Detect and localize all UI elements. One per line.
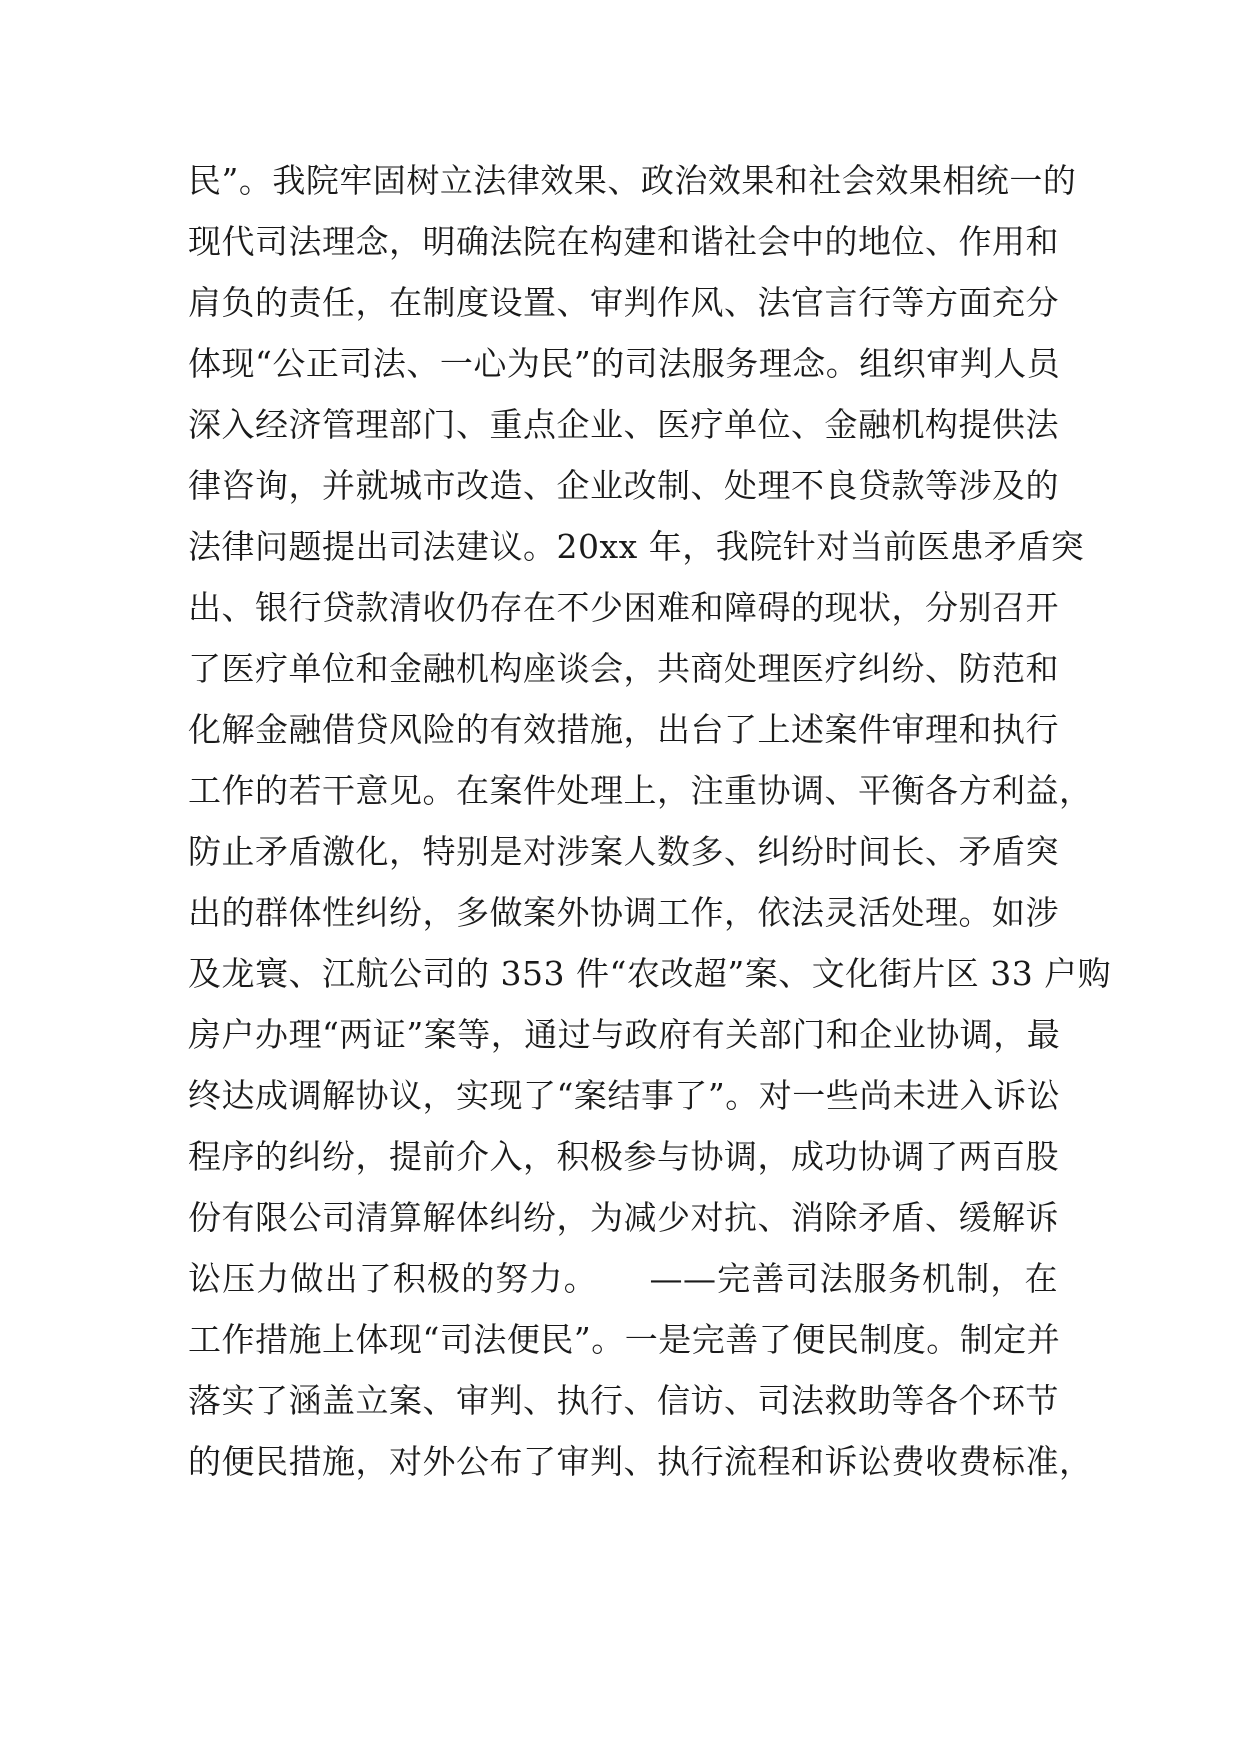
text-line: 工作的若干意见。在案件处理上，注重协调、平衡各方利益，	[188, 771, 1093, 810]
text-line: 的便民措施，对外公布了审判、执行流程和诉讼费收费标准，	[188, 1442, 1093, 1481]
text-line: 了医疗单位和金融机构座谈会，共商处理医疗纠纷、防范和	[188, 649, 1059, 688]
text-line: 体现“公正司法、一心为民”的司法服务理念。组织审判人员	[188, 344, 1061, 383]
text-line: 程序的纠纷，提前介入，积极参与协调，成功协调了两百股	[188, 1137, 1059, 1176]
text-line: 现代司法理念，明确法院在构建和谐社会中的地位、作用和	[188, 222, 1059, 261]
text-line: 律咨询，并就城市改造、企业改制、处理不良贷款等涉及的	[188, 466, 1059, 505]
text-line: 化解金融借贷风险的有效措施，出台了上述案件审理和执行	[188, 710, 1059, 749]
text-line: 肩负的责任，在制度设置、审判作风、法官言行等方面充分	[188, 283, 1059, 322]
text-line: 出的群体性纠纷，多做案外协调工作，依法灵活处理。如涉	[188, 893, 1059, 932]
text-line: 份有限公司清算解体纠纷，为减少对抗、消除矛盾、缓解诉	[188, 1198, 1059, 1237]
text-line: 讼压力做出了积极的努力。 ——完善司法服务机制，在	[188, 1259, 1058, 1298]
body-text	[188, 150, 1112, 1492]
text-line: 民”。我院牢固树立法律效果、政治效果和社会效果相统一的	[188, 161, 1077, 200]
text-line: 及龙寰、江航公司的 353 件“农改超”案、文化街片区 33 户购	[188, 954, 1112, 993]
text-line: 工作措施上体现“司法便民”。一是完善了便民制度。制定并	[188, 1320, 1061, 1359]
text-line: 法律问题提出司法建议。20xx 年，我院针对当前医患矛盾突	[188, 527, 1085, 566]
text-line: 防止矛盾激化，特别是对涉案人数多、纠纷时间长、矛盾突	[188, 832, 1059, 871]
text-line: 深入经济管理部门、重点企业、医疗单位、金融机构提供法	[188, 405, 1059, 444]
text-line: 落实了涵盖立案、审判、执行、信访、司法救助等各个环节	[188, 1381, 1059, 1420]
text-line: 房户办理“两证”案等，通过与政府有关部门和企业协调，最	[188, 1015, 1061, 1054]
text-line: 终达成调解协议，实现了“案结事了”。对一些尚未进入诉讼	[188, 1076, 1061, 1115]
text-line: 出、银行贷款清收仍存在不少困难和障碍的现状，分别召开	[188, 588, 1059, 627]
